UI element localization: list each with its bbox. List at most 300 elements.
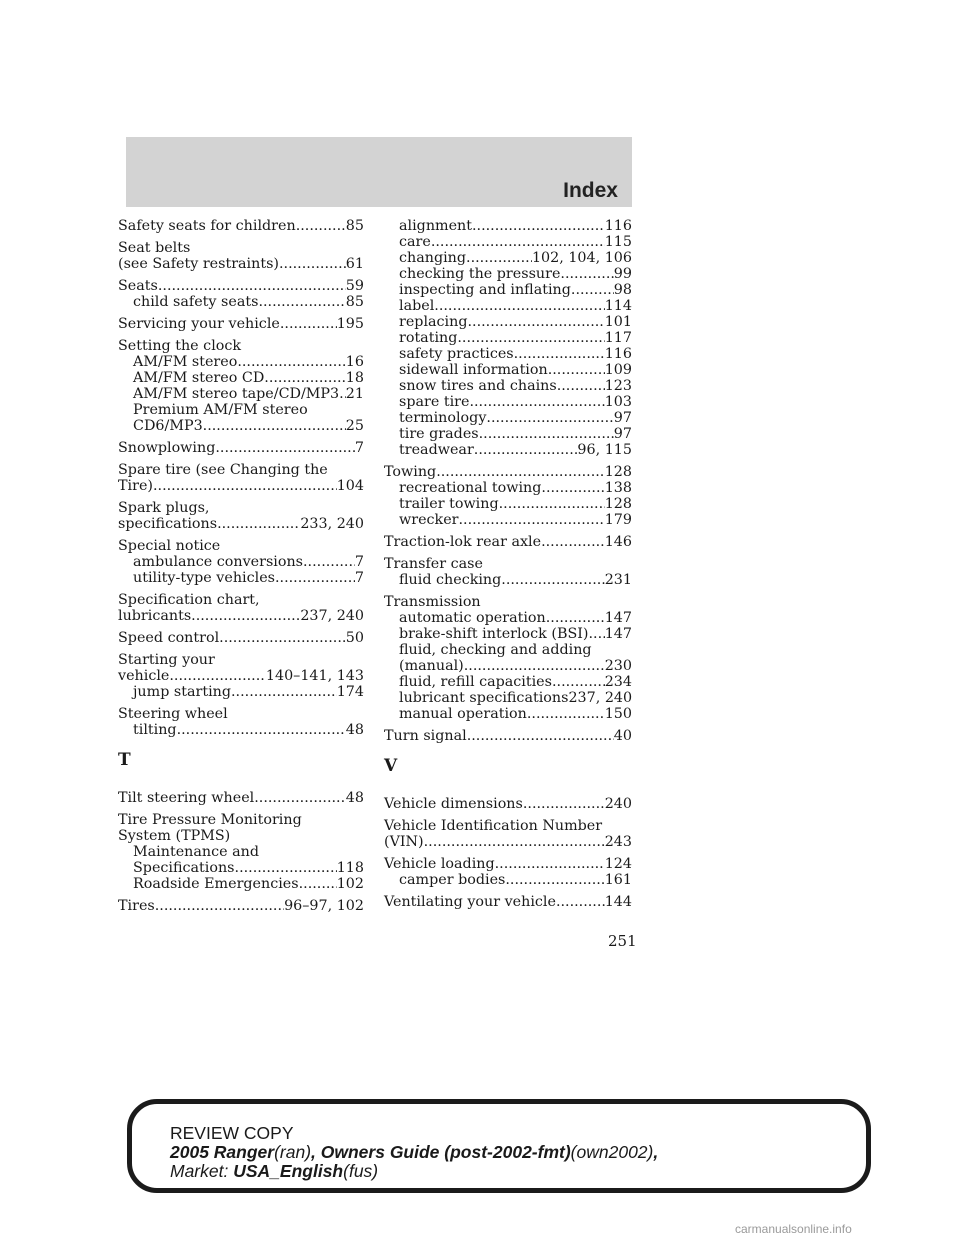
index-entry	[118, 592, 364, 624]
guide-code: (own2002)	[570, 1142, 654, 1162]
dot-leader	[296, 218, 346, 234]
entry-label: jump starting	[133, 684, 232, 700]
index-entry	[118, 338, 364, 434]
entry-page-ref: 99	[613, 266, 632, 282]
dot-leader	[459, 512, 605, 528]
entry-label: care	[399, 234, 431, 250]
dot-leader	[254, 790, 346, 806]
model-name: 2005 Ranger	[170, 1142, 275, 1162]
review-copy-label: REVIEW COPY	[170, 1123, 294, 1143]
index-entry	[384, 594, 632, 722]
entry-page-ref: 40	[613, 728, 632, 744]
entry-page-ref: 21	[345, 386, 364, 402]
entry-label: Roadside Emergencies	[133, 876, 299, 892]
index-subentry-line	[384, 218, 632, 234]
section-title: Index	[563, 179, 618, 202]
entry-label: manual operation	[399, 706, 527, 722]
entry-page-ref: 230	[604, 658, 632, 674]
dot-leader	[153, 478, 337, 494]
index-entry	[384, 856, 632, 888]
index-entry-line	[384, 594, 632, 610]
dot-leader	[467, 314, 604, 330]
dot-leader	[527, 706, 605, 722]
entry-page-ref: 147	[604, 610, 632, 626]
entry-page-ref: 18	[345, 370, 364, 386]
index-entry	[118, 812, 364, 892]
comma: ,	[653, 1142, 659, 1162]
entry-page-ref: 243	[604, 834, 632, 850]
entry-page-ref: 237, 240	[300, 608, 364, 624]
entry-label: rotating	[399, 330, 458, 346]
entry-label: Special notice	[118, 538, 221, 554]
entry-page-ref: 102, 104, 106	[531, 250, 632, 266]
index-entry-line	[118, 828, 364, 844]
dot-leader	[169, 668, 266, 684]
entry-label: label	[399, 298, 435, 314]
entry-page-ref: 116	[604, 218, 632, 234]
entry-page-ref: 115	[604, 234, 632, 250]
guide-name: , Owners Guide (post-2002-fmt)	[311, 1142, 571, 1162]
index-entry-line	[384, 464, 632, 480]
dot-leader	[191, 608, 300, 624]
dot-leader	[499, 496, 605, 512]
entry-label: snow tires and chains	[399, 378, 557, 394]
entry-label: tire grades	[399, 426, 479, 442]
entry-label: alignment	[399, 218, 472, 234]
index-entry-line	[118, 478, 364, 494]
index-subentry-line	[118, 684, 364, 700]
dot-leader	[235, 860, 337, 876]
dot-leader	[514, 346, 605, 362]
index-subentry-line	[118, 570, 364, 586]
entry-label: Starting your	[118, 652, 215, 668]
entry-label: Vehicle Identification Number	[384, 818, 603, 834]
index-entry-line	[118, 608, 364, 624]
market-label: Market:	[170, 1161, 229, 1181]
entry-page-ref: 48	[345, 790, 364, 806]
index-subentry-line	[384, 282, 632, 298]
index-subentry-line	[118, 554, 364, 570]
entry-label: (see Safety restraints)	[118, 256, 279, 272]
entry-label: Setting the clock	[118, 338, 242, 354]
review-copy-box	[127, 1099, 871, 1193]
index-entry	[118, 278, 364, 310]
dot-leader	[541, 534, 605, 550]
entry-page-ref: 179	[604, 512, 632, 528]
entry-label: Premium AM/FM stereo	[133, 402, 308, 418]
entry-label: changing	[399, 250, 467, 266]
dot-leader	[436, 464, 605, 480]
entry-label: inspecting and inflating	[399, 282, 571, 298]
dot-leader	[486, 410, 613, 426]
dot-leader	[556, 894, 605, 910]
index-subentry-line	[384, 706, 632, 722]
entry-page-ref: 25	[345, 418, 364, 434]
dot-leader	[472, 218, 605, 234]
watermark: carmanualsonline.info	[735, 1222, 852, 1236]
index-entry	[118, 898, 364, 914]
entry-label: replacing	[399, 314, 468, 330]
entry-page-ref: 138	[604, 480, 632, 496]
index-subentry-line	[384, 442, 632, 458]
dot-leader	[339, 386, 346, 402]
entry-page-ref: 234	[604, 674, 632, 690]
entry-page-ref: 144	[604, 894, 632, 910]
index-subentry-line	[384, 626, 632, 642]
dot-leader	[231, 684, 337, 700]
index-subentry-line	[118, 294, 364, 310]
index-subentry-line	[118, 386, 364, 402]
index-subentry-line	[384, 330, 632, 346]
dot-leader	[505, 872, 604, 888]
index-subentry-line	[384, 512, 632, 528]
entry-label: camper bodies	[399, 872, 506, 888]
index-entry	[118, 790, 364, 806]
index-entry-line	[118, 538, 364, 554]
index-entry	[118, 538, 364, 586]
index-entry-line	[118, 652, 364, 668]
index-section-letter: T	[118, 750, 131, 770]
index-entry-line	[118, 256, 364, 272]
dot-leader	[431, 234, 605, 250]
entry-label: terminology	[399, 410, 487, 426]
entry-label: ambulance conversions	[133, 554, 304, 570]
entry-label: wrecker	[399, 512, 459, 528]
entry-page-ref: 161	[604, 872, 632, 888]
entry-page-ref: 96–97, 102	[284, 898, 364, 914]
index-entry-line	[118, 218, 364, 234]
index-entry-line	[384, 834, 632, 850]
entry-label: Ventilating your vehicle	[384, 894, 556, 910]
index-entry-line	[118, 240, 364, 256]
entry-label: spare tire	[399, 394, 470, 410]
index-subentry-line	[384, 496, 632, 512]
index-entry-line	[118, 898, 364, 914]
entry-page-ref: 140–141, 143	[265, 668, 364, 684]
entry-label: Traction-lok rear axle	[384, 534, 542, 550]
entry-page-ref: 109	[604, 362, 632, 378]
dot-leader	[501, 572, 604, 588]
entry-page-ref: 97	[613, 410, 632, 426]
dot-leader	[280, 316, 337, 332]
dot-leader	[479, 426, 614, 442]
index-entry-line	[118, 462, 364, 478]
index-entry-line	[118, 668, 364, 684]
index-subentry-line	[384, 362, 632, 378]
entry-page-ref: 128	[604, 496, 632, 512]
entry-label: Seat belts	[118, 240, 191, 256]
entry-page-ref: 7	[354, 570, 364, 586]
entry-page-ref: 101	[604, 314, 632, 330]
entry-label: lubricant specifications	[399, 690, 569, 706]
entry-label: fluid checking	[399, 572, 502, 588]
entry-page-ref: 231	[604, 572, 632, 588]
entry-page-ref: 114	[604, 298, 632, 314]
dot-leader	[588, 626, 604, 642]
entry-page-ref: 85	[345, 218, 364, 234]
dot-leader	[467, 728, 614, 744]
entry-label: Speed control	[118, 630, 220, 646]
index-entry-line	[118, 500, 364, 516]
entry-page-ref: 147	[604, 626, 632, 642]
entry-page-ref: 104	[336, 478, 364, 494]
entry-page-ref: 96, 115	[577, 442, 632, 458]
entry-label: Transfer case	[384, 556, 483, 572]
index-subentry-line	[384, 658, 632, 674]
dot-leader	[258, 294, 345, 310]
dot-leader	[217, 516, 300, 532]
index-subentry-line	[384, 410, 632, 426]
index-subentry-line	[384, 572, 632, 588]
market-name: USA_English	[233, 1161, 344, 1181]
entry-label: Tire Pressure Monitoring	[118, 812, 302, 828]
dot-leader	[158, 278, 346, 294]
dot-leader	[303, 554, 355, 570]
entry-page-ref: 150	[604, 706, 632, 722]
entry-label: AM/FM stereo	[133, 354, 238, 370]
entry-label: Maintenance and	[133, 844, 259, 860]
entry-label: Tire)	[118, 478, 153, 494]
entry-label: Transmission	[384, 594, 481, 610]
index-subentry-line	[118, 876, 364, 892]
dot-leader	[264, 370, 346, 386]
index-column-left	[118, 218, 364, 920]
index-entry-line	[118, 316, 364, 332]
index-entry-line	[384, 856, 632, 872]
dot-leader	[299, 876, 337, 892]
entry-page-ref: 7	[354, 440, 364, 456]
dot-leader	[424, 834, 605, 850]
index-entry	[118, 706, 364, 738]
index-entry	[384, 534, 632, 550]
dot-leader	[557, 378, 605, 394]
index-subentry-line	[384, 234, 632, 250]
entry-label: (VIN)	[384, 834, 424, 850]
index-entry-line	[118, 440, 364, 456]
entry-label: System (TPMS)	[118, 828, 231, 844]
index-subentry-line	[384, 378, 632, 394]
dot-leader	[560, 266, 613, 282]
entry-label: Seats	[118, 278, 158, 294]
index-entry	[384, 818, 632, 850]
entry-page-ref: 50	[345, 630, 364, 646]
index-entry	[384, 894, 632, 910]
dot-leader	[571, 282, 614, 298]
dot-leader	[203, 418, 346, 434]
entry-page-ref: 195	[336, 316, 364, 332]
index-entry-line	[118, 706, 364, 722]
entry-page-ref: 103	[604, 394, 632, 410]
entry-page-ref: 102	[336, 876, 364, 892]
index-subentry-line	[384, 426, 632, 442]
index-subentry-line	[384, 872, 632, 888]
index-entry	[384, 218, 632, 458]
entry-label: Safety seats for children	[118, 218, 296, 234]
dot-leader	[474, 442, 578, 458]
entry-label: Spark plugs,	[118, 500, 210, 516]
index-column-right	[384, 218, 632, 916]
index-subentry-line	[118, 722, 364, 738]
dot-leader	[275, 570, 355, 586]
index-subentry-line	[118, 418, 364, 434]
index-entry	[118, 652, 364, 700]
entry-label: fluid, refill capacities	[399, 674, 552, 690]
entry-label: Vehicle dimensions	[384, 796, 523, 812]
index-entry-line	[118, 592, 364, 608]
entry-label: recreational towing	[399, 480, 542, 496]
entry-page-ref: 7	[354, 554, 364, 570]
entry-label: Towing	[384, 464, 437, 480]
index-entry	[118, 240, 364, 272]
entry-label: specifications	[118, 516, 218, 532]
dot-leader	[155, 898, 284, 914]
entry-label: checking the pressure	[399, 266, 561, 282]
entry-page-ref: 123	[604, 378, 632, 394]
entry-label: Turn signal	[384, 728, 467, 744]
dot-leader	[548, 362, 605, 378]
entry-label: Snowplowing	[118, 440, 216, 456]
index-entry	[384, 796, 632, 812]
dot-leader	[177, 722, 346, 738]
entry-label: AM/FM stereo CD	[133, 370, 265, 386]
dot-leader	[466, 250, 532, 266]
index-subentry-line	[118, 860, 364, 876]
entry-label: Vehicle loading	[384, 856, 495, 872]
index-entry-line	[384, 728, 632, 744]
index-entry-line	[118, 790, 364, 806]
index-subentry-line	[384, 610, 632, 626]
index-subentry-line	[118, 844, 364, 860]
index-subentry-line	[384, 346, 632, 362]
dot-leader	[464, 658, 605, 674]
entry-label: fluid, checking and adding	[399, 642, 592, 658]
index-entry-line	[384, 556, 632, 572]
entry-page-ref: 98	[613, 282, 632, 298]
model-code: (ran)	[274, 1142, 312, 1162]
index-subentry-line	[384, 314, 632, 330]
index-subentry-line	[384, 642, 632, 658]
entry-label: Steering wheel	[118, 706, 228, 722]
index-subentry-line	[118, 370, 364, 386]
index-subentry-line	[384, 266, 632, 282]
index-entry	[118, 500, 364, 532]
entry-label: Specifications	[133, 860, 235, 876]
entry-label: Tires	[118, 898, 155, 914]
dot-leader	[495, 856, 605, 872]
dot-leader	[219, 630, 346, 646]
dot-leader	[541, 480, 604, 496]
index-subentry-line	[384, 250, 632, 266]
entry-page-ref: 128	[604, 464, 632, 480]
entry-page-ref: 146	[604, 534, 632, 550]
market-code: (fus)	[343, 1161, 379, 1181]
entry-page-ref: 16	[345, 354, 364, 370]
index-section-letter: V	[384, 756, 398, 776]
dot-leader	[279, 256, 346, 272]
entry-page-ref: 85	[345, 294, 364, 310]
entry-page-ref: 174	[336, 684, 364, 700]
index-entry-line	[384, 534, 632, 550]
entry-page-ref: 233, 240	[300, 516, 364, 532]
entry-page-ref: 117	[604, 330, 632, 346]
index-entry	[384, 556, 632, 588]
entry-label: Tilt steering wheel	[118, 790, 255, 806]
index-subentry-line	[384, 298, 632, 314]
entry-label: Servicing your vehicle	[118, 316, 280, 332]
index-entry	[118, 316, 364, 332]
entry-label: safety practices	[399, 346, 514, 362]
review-copy-market-line	[170, 1162, 658, 1181]
entry-page-ref: 240	[604, 796, 632, 812]
entry-page-ref: 48	[345, 722, 364, 738]
index-entry-line	[384, 894, 632, 910]
index-entry-line	[118, 278, 364, 294]
index-subentry-line	[384, 690, 632, 706]
entry-label: brake-shift interlock (BSI)	[399, 626, 589, 642]
index-entry-line	[118, 338, 364, 354]
entry-label: trailer towing	[399, 496, 499, 512]
entry-page-ref: 118	[336, 860, 364, 876]
entry-page-ref: 116	[604, 346, 632, 362]
entry-page-ref: 97	[613, 426, 632, 442]
index-entry	[384, 464, 632, 528]
dot-leader	[546, 610, 605, 626]
entry-label: utility-type vehicles	[133, 570, 275, 586]
entry-label: (manual)	[399, 658, 464, 674]
index-subentry-line	[384, 394, 632, 410]
page-number: 251	[608, 932, 637, 950]
entry-label: lubricants	[118, 608, 192, 624]
index-entry-line	[384, 796, 632, 812]
entry-page-ref: 237, 240	[568, 690, 633, 706]
index-subentry-line	[118, 354, 364, 370]
dot-leader	[434, 298, 604, 314]
dot-leader	[457, 330, 604, 346]
entry-label: child safety seats	[133, 294, 259, 310]
dot-leader	[523, 796, 605, 812]
dot-leader	[469, 394, 604, 410]
index-entry	[118, 630, 364, 646]
entry-label: vehicle	[118, 668, 170, 684]
entry-label: treadwear	[399, 442, 474, 458]
entry-label: tilting	[133, 722, 177, 738]
entry-page-ref: 61	[345, 256, 364, 272]
dot-leader	[237, 354, 345, 370]
index-entry-line	[118, 812, 364, 828]
entry-label: CD6/MP3	[133, 418, 203, 434]
entry-page-ref: 124	[604, 856, 632, 872]
entry-label: sidewall information	[399, 362, 548, 378]
index-entry	[118, 218, 364, 234]
index-entry	[118, 462, 364, 494]
header-band	[126, 137, 632, 207]
index-entry	[384, 728, 632, 744]
entry-label: AM/FM stereo tape/CD/MP3	[133, 386, 340, 402]
index-subentry-line	[384, 674, 632, 690]
review-copy-model-line	[170, 1143, 658, 1162]
entry-label: Specification chart,	[118, 592, 260, 608]
index-entry-line	[118, 516, 364, 532]
index-entry	[118, 440, 364, 456]
entry-page-ref: 59	[345, 278, 364, 294]
dot-leader	[215, 440, 355, 456]
index-subentry-line	[118, 402, 364, 418]
entry-label: automatic operation	[399, 610, 546, 626]
index-entry-line	[118, 630, 364, 646]
index-subentry-line	[384, 480, 632, 496]
dot-leader	[552, 674, 605, 690]
entry-label: Spare tire (see Changing the	[118, 462, 328, 478]
